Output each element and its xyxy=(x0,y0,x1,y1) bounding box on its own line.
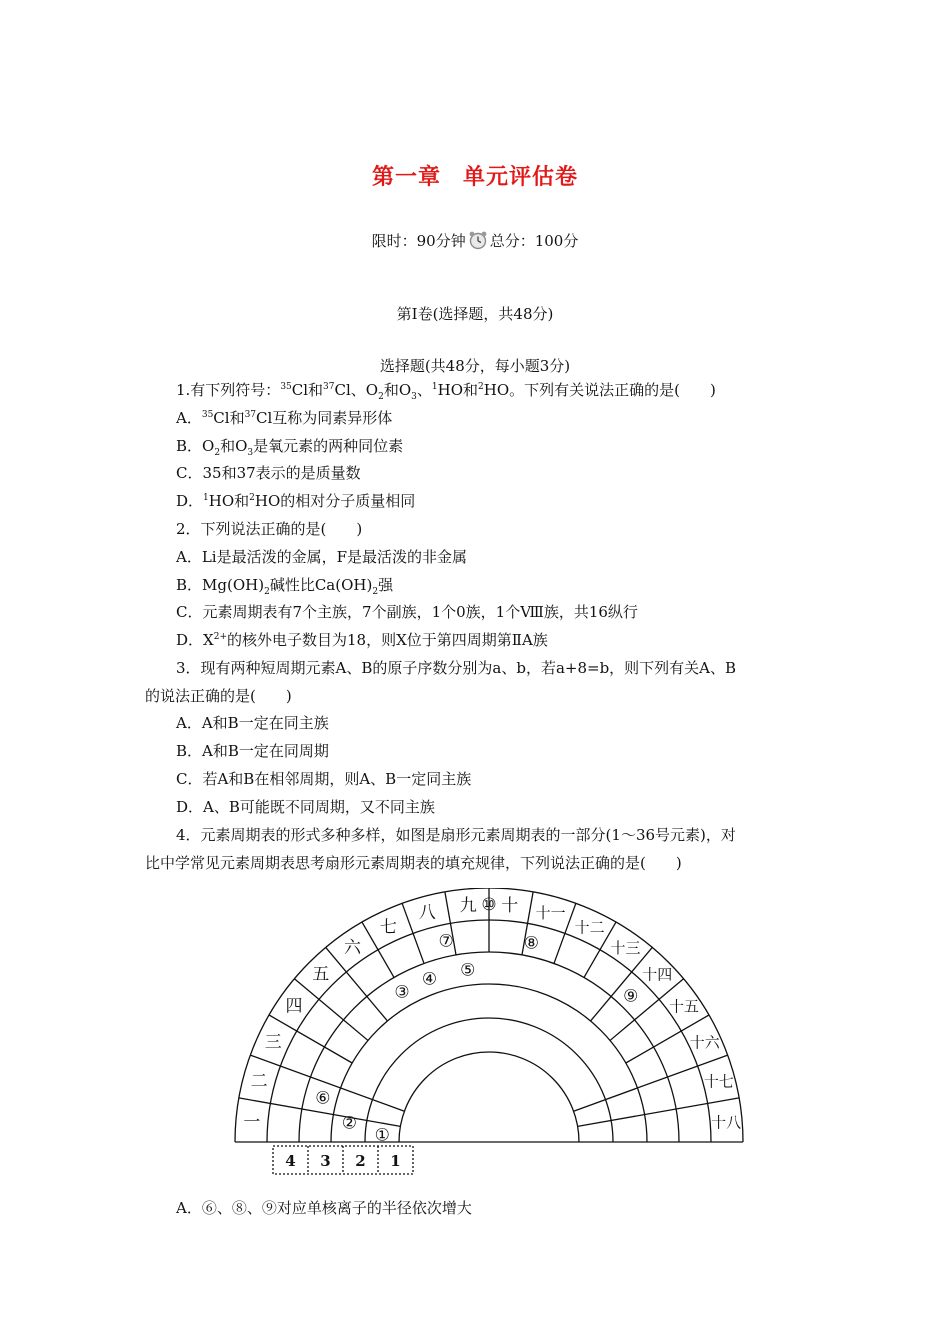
period-label: 4 xyxy=(285,1152,296,1170)
q2-option-b: B．$Mg(OH)_2$碱性比$Ca(OH)_2$强 xyxy=(176,576,394,597)
group-label: 十三 xyxy=(610,939,641,958)
q2-option-d: D．$X^{2+}$的核外电子数目为18，则X位于第四周期第ⅡA族 xyxy=(176,631,548,649)
fan-arc-5 xyxy=(264,920,711,1142)
fan-arc-3 xyxy=(331,984,647,1142)
group-label: 五 xyxy=(312,964,330,985)
element-marker: ① xyxy=(374,1125,390,1146)
group-label: 十一 xyxy=(535,904,566,923)
q4-stem-line2: 比中学常见元素周期表思考扇形元素周期表的填充规律，下列说法正确的是( ) xyxy=(145,854,682,872)
chapter-label: 第一章 xyxy=(371,165,441,190)
group-label: 八 xyxy=(418,903,436,924)
group-label: 十六 xyxy=(689,1033,720,1052)
exam-info xyxy=(0,230,950,251)
group-label: 九 xyxy=(459,895,477,916)
fan-divider-4 xyxy=(294,979,368,1041)
q2-option-c: C．元素周期表有7个主族，7个副族，1个0族，1个Ⅷ族，共16纵行 xyxy=(176,603,638,621)
q1-stem: 1.有下列符号：$^{35}$Cl和$^{37}$Cl、$O_2$和$O_3$、$^1$HO和$^2$HO。下列有关说法正确的是( ) xyxy=(176,381,716,402)
q2-option-a: A．Li是最活泼的金属，F是最活泼的非金属 xyxy=(176,548,468,566)
element-marker: ⑩ xyxy=(481,895,497,915)
period-label: 2 xyxy=(355,1152,366,1170)
q3-option-d: D．A、B可能既不同周期，又不同主族 xyxy=(176,798,435,816)
element-marker: ② xyxy=(341,1113,357,1134)
time-limit: 限时：90分钟 xyxy=(371,232,466,250)
q4-option-a: A．⑥、⑧、⑨对应单核离子的半径依次增大 xyxy=(176,1199,472,1217)
element-marker: ③ xyxy=(394,982,410,1003)
page-title xyxy=(0,160,950,191)
group-label: 十四 xyxy=(642,965,673,984)
element-marker: ⑤ xyxy=(460,960,476,981)
q4-stem-line1: 4．元素周期表的形式多种多样，如图是扇形元素周期表的一部分(1～36号元素)，对 xyxy=(176,826,736,844)
q1-option-b: B．$O_2$和$O_3$是氧元素的两种同位素 xyxy=(176,437,404,458)
group-label: 十二 xyxy=(574,918,605,937)
group-label: 六 xyxy=(343,938,361,959)
period-label: 3 xyxy=(320,1152,331,1170)
q3-option-a: A．A和B一定在同主族 xyxy=(176,714,329,732)
group-label: 七 xyxy=(379,917,397,938)
q1-option-d: D．$^1$HO和$^2$HO的相对分子质量相同 xyxy=(176,492,416,510)
fan-divider-5 xyxy=(326,947,388,1021)
element-marker: ⑨ xyxy=(623,986,639,1007)
group-label: 一 xyxy=(243,1112,261,1133)
total-score: 总分：100分 xyxy=(489,232,579,250)
q3-option-b: B．A和B一定在同周期 xyxy=(176,742,329,760)
q3-stem-line1: 3．现有两种短周期元素A、B的原子序数分别为a、b，若a+8=b，则下列有关A、B xyxy=(176,659,737,677)
q3-stem-line2: 的说法正确的是( ) xyxy=(145,687,292,705)
group-label: 四 xyxy=(285,996,303,1017)
element-marker: ⑦ xyxy=(438,931,454,952)
fan-periodic-table-figure xyxy=(234,888,754,1182)
section-subtitle: 选择题(共48分，每小题3分) xyxy=(379,357,571,375)
alarm-clock-icon xyxy=(468,230,488,250)
q3-option-c: C．若A和B在相邻周期，则A、B一定同主族 xyxy=(176,770,472,788)
q1-option-c: C．35和37表示的是质量数 xyxy=(176,464,361,482)
volume-heading: 第Ⅰ卷(选择题，共48分) xyxy=(396,305,554,323)
group-label: 十七 xyxy=(703,1072,734,1091)
fan-divider-13 xyxy=(591,947,653,1021)
period-label: 1 xyxy=(390,1152,401,1170)
group-label: 三 xyxy=(264,1032,282,1053)
fan-arc-1 xyxy=(399,1052,579,1142)
group-label: 十五 xyxy=(668,997,699,1016)
group-label: 十 xyxy=(501,895,519,916)
element-marker: ④ xyxy=(421,969,438,990)
q1-option-a: A．$^{35}$Cl和$^{37}$Cl互称为同素异形体 xyxy=(176,409,393,427)
chapter-name: 单元评估卷 xyxy=(463,165,579,190)
element-marker: ⑧ xyxy=(523,933,540,954)
element-marker: ⑥ xyxy=(315,1088,331,1109)
fan-arc-2 xyxy=(365,1018,613,1142)
group-label: 十八 xyxy=(711,1113,742,1132)
group-label: 二 xyxy=(250,1071,268,1092)
q2-stem: 2．下列说法正确的是( ) xyxy=(176,520,363,538)
